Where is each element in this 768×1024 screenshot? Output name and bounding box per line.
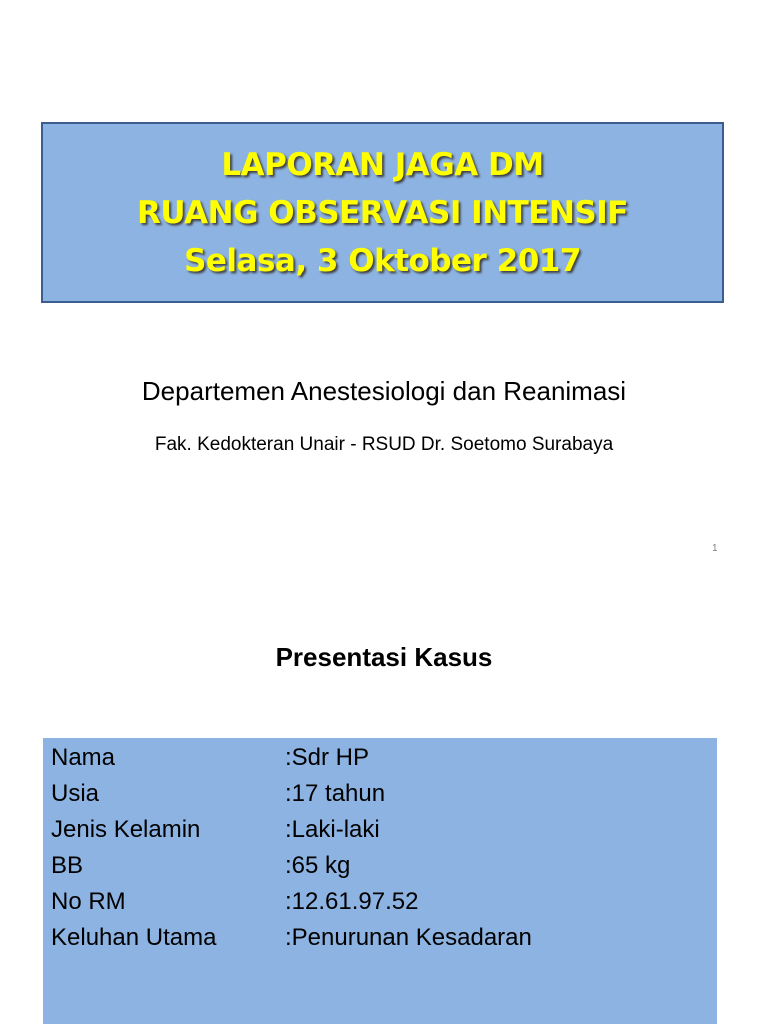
info-value: :Penurunan Kesadaran	[285, 924, 532, 951]
info-value: :12.61.97.52	[285, 888, 419, 915]
info-row-chief-complaint	[51, 920, 711, 956]
department-name: Departemen Anestesiologi dan Reanimasi	[141, 376, 627, 406]
info-label: No RM	[51, 888, 126, 915]
title-line-3: Selasa, 3 Oktober 2017	[184, 242, 581, 279]
info-row-name	[51, 740, 711, 776]
info-label: Nama	[51, 744, 116, 771]
info-row-sex	[51, 812, 711, 848]
title-line-1: LAPORAN JAGA DM	[221, 146, 544, 183]
page-number: 1	[712, 543, 718, 554]
info-label: Usia	[51, 780, 100, 807]
patient-info-box	[43, 738, 717, 1024]
info-row-age	[51, 776, 711, 812]
title-box	[41, 122, 724, 303]
faculty-name: Fak. Kedokteran Unair - RSUD Dr. Soetomo Surabaya	[154, 434, 614, 455]
case-heading: Presentasi Kasus	[275, 642, 493, 672]
info-value: :Laki-laki	[285, 816, 380, 843]
info-label: BB	[51, 852, 84, 879]
slide-2	[0, 580, 768, 1024]
info-label: Keluhan Utama	[51, 924, 217, 951]
info-value: :17 tahun	[285, 780, 386, 807]
info-value: :65 kg	[285, 852, 351, 879]
title-line-2: RUANG OBSERVASI INTENSIF	[137, 194, 628, 231]
info-row-record-number	[51, 884, 711, 920]
info-value: :Sdr HP	[285, 744, 370, 771]
info-label: Jenis Kelamin	[51, 816, 201, 843]
info-row-weight	[51, 848, 711, 884]
